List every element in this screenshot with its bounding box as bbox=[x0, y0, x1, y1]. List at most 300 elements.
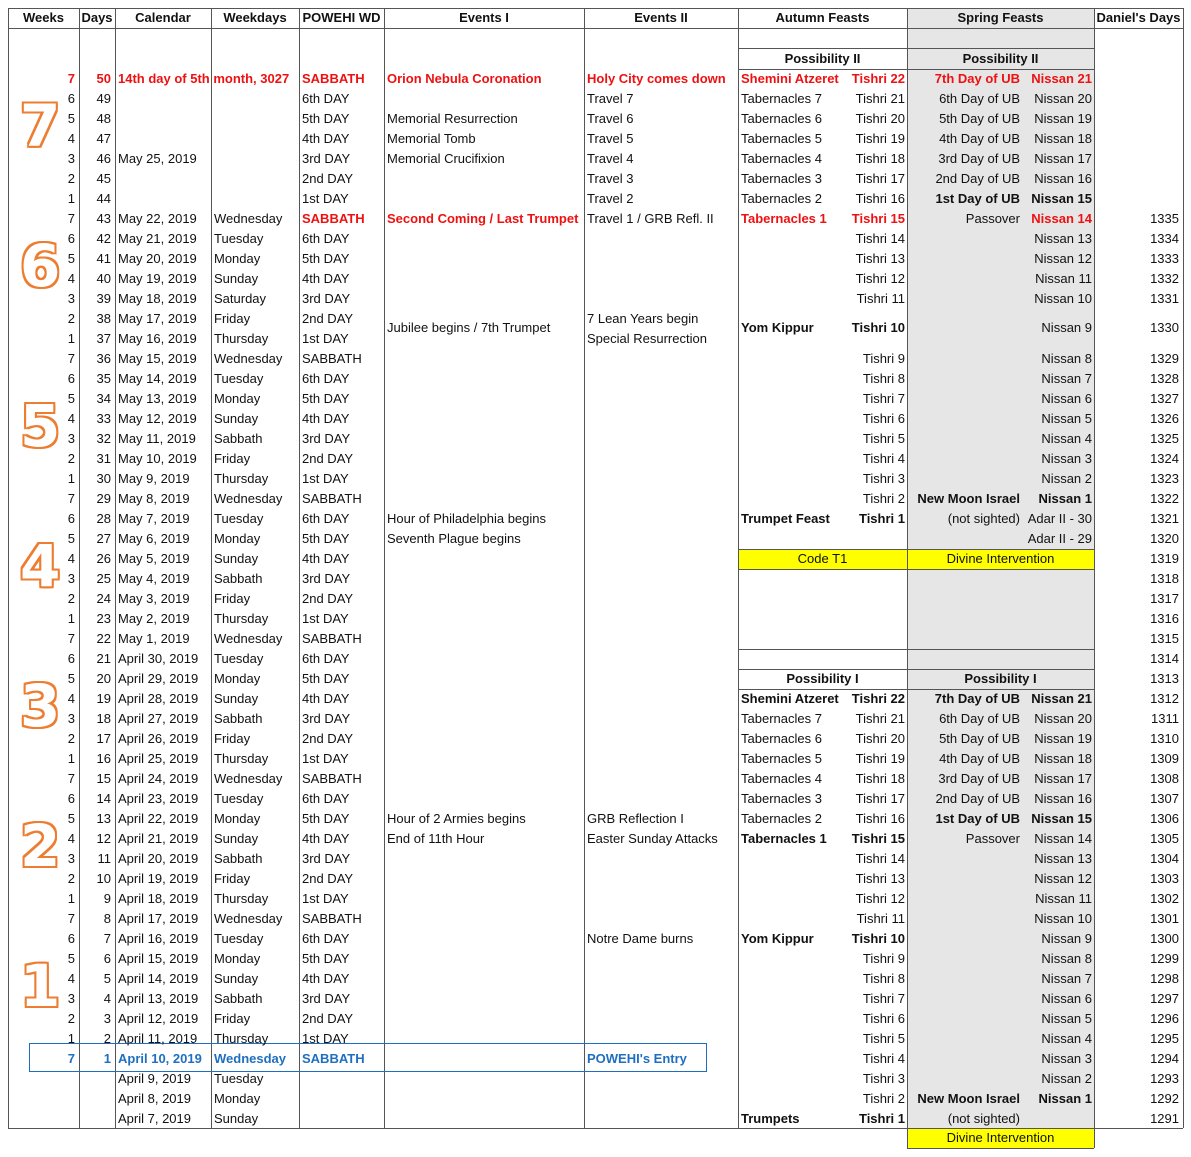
tishri-cell: Tishri 22 bbox=[851, 71, 905, 86]
week-number-7: 7 bbox=[20, 92, 61, 160]
day-cell: 4 bbox=[103, 991, 111, 1006]
daniels-day-cell: 1292 bbox=[1150, 1091, 1179, 1106]
powehi-wd-cell: 3rd DAY bbox=[302, 431, 351, 446]
week-cell: 7 bbox=[67, 911, 75, 926]
events-1-cell: Memorial Tomb bbox=[387, 131, 476, 146]
calendar-cell: April 24, 2019 bbox=[118, 771, 199, 786]
weekday-cell: Monday bbox=[214, 811, 261, 826]
tishri-10-2-cell: Tishri 10 bbox=[851, 320, 905, 335]
autumn-feast-cell: Tabernacles 6 bbox=[741, 731, 822, 746]
powehi-wd-cell: SABBATH bbox=[302, 1051, 365, 1066]
nissan-cell: Nissan 9 bbox=[1041, 931, 1092, 946]
day-cell: 24 bbox=[96, 591, 111, 606]
calendar-cell: April 26, 2019 bbox=[118, 731, 199, 746]
nissan-cell: Nissan 14 bbox=[1031, 211, 1092, 226]
week-cell: 3 bbox=[67, 991, 75, 1006]
powehi-wd-cell: 3rd DAY bbox=[302, 151, 351, 166]
calendar-cell: April 27, 2019 bbox=[118, 711, 199, 726]
tishri-cell: Tishri 4 bbox=[862, 1051, 905, 1066]
nissan-cell: Nissan 6 bbox=[1041, 991, 1092, 1006]
weekday-cell: Tuesday bbox=[214, 791, 264, 806]
powehi-wd-cell: 5th DAY bbox=[302, 671, 350, 686]
calendar-cell: April 8, 2019 bbox=[118, 1091, 191, 1106]
nissan-cell: Nissan 4 bbox=[1041, 1031, 1092, 1046]
calendar-cell: 14th day of 5th month, 3027 bbox=[118, 71, 290, 86]
day-cell: 9 bbox=[103, 891, 111, 906]
daniels-day-cell: 1311 bbox=[1151, 711, 1179, 726]
calendar-cell: May 13, 2019 bbox=[118, 391, 197, 406]
week-cell: 7 bbox=[67, 1051, 75, 1066]
weekday-cell: Sabbath bbox=[214, 711, 263, 726]
weekday-cell: Saturday bbox=[214, 291, 267, 306]
tishri-cell: Tishri 7 bbox=[862, 991, 905, 1006]
day-cell: 40 bbox=[96, 271, 111, 286]
day-cell: 26 bbox=[96, 551, 111, 566]
calendar-cell: May 16, 2019 bbox=[118, 331, 197, 346]
tishri-cell: Tishri 7 bbox=[862, 391, 905, 406]
weekday-cell: Thursday bbox=[214, 891, 269, 906]
weekday-cell: Tuesday bbox=[214, 651, 264, 666]
daniels-day-cell: 1329 bbox=[1150, 351, 1179, 366]
events-2-cell: Special Resurrection bbox=[587, 331, 707, 346]
daniels-day-cell: 1322 bbox=[1150, 491, 1179, 506]
week-cell: 5 bbox=[67, 951, 75, 966]
nissan-cell: Nissan 18 bbox=[1034, 751, 1092, 766]
daniels-day-cell: 1334 bbox=[1150, 231, 1179, 246]
tishri-cell: Tishri 19 bbox=[855, 751, 905, 766]
week-cell: 6 bbox=[67, 931, 75, 946]
week-cell: 4 bbox=[67, 691, 75, 706]
events-1-cell: Hour of Philadelphia begins bbox=[387, 511, 546, 526]
weekday-cell: Wednesday bbox=[214, 351, 283, 366]
powehi-wd-cell: 5th DAY bbox=[302, 391, 350, 406]
col-header-weeks: Weeks bbox=[23, 10, 64, 25]
nissan-cell: Nissan 1 bbox=[1038, 491, 1092, 506]
week-cell: 2 bbox=[67, 871, 75, 886]
weekday-cell: Sabbath bbox=[214, 851, 263, 866]
daniels-day-cell: 1333 bbox=[1150, 251, 1179, 266]
weekday-cell: Sabbath bbox=[214, 571, 263, 586]
daniels-day-cell: 1316 bbox=[1150, 611, 1179, 626]
tishri-cell: Tishri 1 bbox=[858, 511, 905, 526]
calendar-cell: May 7, 2019 bbox=[118, 511, 190, 526]
day-cell: 15 bbox=[96, 771, 111, 786]
nissan-cell: Nissan 15 bbox=[1031, 811, 1092, 826]
weekday-cell: Sunday bbox=[214, 971, 259, 986]
events-2-cell: Travel 3 bbox=[587, 171, 634, 186]
day-cell: 43 bbox=[96, 211, 111, 226]
calendar-cell: May 18, 2019 bbox=[118, 291, 197, 306]
tishri-cell: Tishri 22 bbox=[851, 691, 905, 706]
col-header-weekdays: Weekdays bbox=[223, 10, 287, 25]
autumn-feast-cell: Tabernacles 3 bbox=[741, 791, 822, 806]
weekday-cell: Friday bbox=[214, 451, 251, 466]
nissan-cell: Adar II - 30 bbox=[1027, 511, 1092, 526]
autumn-feast-cell: Tabernacles 1 bbox=[741, 211, 827, 226]
calendar-cell: May 22, 2019 bbox=[118, 211, 197, 226]
day-cell: 1 bbox=[103, 1051, 111, 1066]
week-cell: 3 bbox=[67, 571, 75, 586]
nissan-cell: Nissan 2 bbox=[1041, 1071, 1092, 1086]
calendar-cell: April 17, 2019 bbox=[118, 911, 199, 926]
calendar-cell: May 1, 2019 bbox=[118, 631, 190, 646]
spring-feast-cell: 2nd Day of UB bbox=[935, 791, 1020, 806]
spring-feast-cell: 1st Day of UB bbox=[935, 811, 1020, 826]
col-header-calendar: Calendar bbox=[135, 10, 191, 25]
powehi-wd-cell: SABBATH bbox=[302, 631, 362, 646]
daniels-day-cell: 1305 bbox=[1150, 831, 1179, 846]
day-cell: 48 bbox=[96, 111, 111, 126]
week-cell: 5 bbox=[67, 811, 75, 826]
day-cell: 31 bbox=[96, 451, 111, 466]
tishri-cell: Tishri 9 bbox=[862, 951, 905, 966]
possibility-2-autumn: Possibility II bbox=[784, 51, 861, 66]
calendar-cell: May 3, 2019 bbox=[118, 591, 190, 606]
powehi-wd-cell: 4th DAY bbox=[302, 271, 350, 286]
calendar-cell: April 13, 2019 bbox=[118, 991, 199, 1006]
week-cell: 1 bbox=[67, 191, 75, 206]
powehi-wd-cell: 5th DAY bbox=[302, 531, 350, 546]
day-cell: 16 bbox=[96, 751, 111, 766]
tishri-cell: Tishri 12 bbox=[855, 891, 905, 906]
col-header-powehi-wd: POWEHI WD bbox=[302, 10, 381, 25]
autumn-feast-cell: Yom Kippur bbox=[741, 931, 814, 946]
nissan-9-2-cell: Nissan 9 bbox=[1041, 320, 1092, 335]
tishri-cell: Tishri 5 bbox=[862, 1031, 905, 1046]
weekday-cell: Tuesday bbox=[214, 231, 264, 246]
powehi-wd-cell: 3rd DAY bbox=[302, 991, 351, 1006]
calendar-cell: April 7, 2019 bbox=[118, 1111, 191, 1126]
powehi-wd-cell: 4th DAY bbox=[302, 551, 350, 566]
tishri-cell: Tishri 8 bbox=[862, 971, 905, 986]
daniels-day-cell: 1331 bbox=[1150, 291, 1179, 306]
day-cell: 39 bbox=[96, 291, 111, 306]
nissan-cell: Nissan 5 bbox=[1041, 411, 1092, 426]
events-2-cell: POWEHI's Entry bbox=[587, 1051, 687, 1066]
calendar-cell: May 8, 2019 bbox=[118, 491, 190, 506]
week-number-3: 3 bbox=[20, 672, 61, 740]
daniels-day-cell: 1309 bbox=[1150, 751, 1179, 766]
week-cell: 2 bbox=[67, 171, 75, 186]
calendar-cell: May 9, 2019 bbox=[118, 471, 190, 486]
day-cell: 46 bbox=[96, 151, 111, 166]
autumn-feast-cell: Shemini Atzeret bbox=[741, 71, 839, 86]
powehi-wd-cell: 1st DAY bbox=[302, 891, 349, 906]
day-cell: 20 bbox=[96, 671, 111, 686]
day-cell: 49 bbox=[96, 91, 111, 106]
jubilee-cell: Jubilee begins / 7th Trumpet bbox=[387, 320, 551, 335]
powehi-wd-cell: SABBATH bbox=[302, 491, 362, 506]
possibility-1-spring: Possibility I bbox=[964, 671, 1037, 686]
daniels-day-cell: 1318 bbox=[1150, 571, 1179, 586]
calendar-cell: April 30, 2019 bbox=[118, 651, 199, 666]
week-cell: 7 bbox=[67, 631, 75, 646]
powehi-wd-cell: 5th DAY bbox=[302, 951, 350, 966]
nissan-cell: Nissan 13 bbox=[1034, 851, 1092, 866]
nissan-cell: Nissan 16 bbox=[1034, 791, 1092, 806]
powehi-wd-cell: 6th DAY bbox=[302, 371, 350, 386]
nissan-cell: Nissan 18 bbox=[1034, 131, 1092, 146]
nissan-cell: Nissan 13 bbox=[1034, 231, 1092, 246]
events-2-cell: GRB Reflection I bbox=[587, 811, 684, 826]
nissan-cell: Nissan 19 bbox=[1034, 111, 1092, 126]
tishri-cell: Tishri 17 bbox=[855, 791, 905, 806]
powehi-wd-cell: 5th DAY bbox=[302, 251, 350, 266]
weekday-cell: Wednesday bbox=[214, 631, 283, 646]
powehi-wd-cell: 6th DAY bbox=[302, 91, 350, 106]
tishri-cell: Tishri 11 bbox=[856, 291, 905, 306]
nissan-cell: Nissan 11 bbox=[1035, 271, 1092, 286]
tishri-cell: Tishri 18 bbox=[855, 771, 905, 786]
calendar-cell: April 16, 2019 bbox=[118, 931, 199, 946]
yom-kippur-2-cell: Yom Kippur bbox=[741, 320, 814, 335]
powehi-wd-cell: SABBATH bbox=[302, 771, 362, 786]
week-cell: 3 bbox=[67, 851, 75, 866]
week-cell: 5 bbox=[67, 391, 75, 406]
tishri-cell: Tishri 20 bbox=[855, 731, 905, 746]
calendar-cell: May 5, 2019 bbox=[118, 551, 190, 566]
divine-intervention-label: Divine Intervention bbox=[946, 551, 1055, 566]
day-cell: 50 bbox=[96, 71, 111, 86]
day-cell: 42 bbox=[96, 231, 111, 246]
daniels-day-cell: 1300 bbox=[1150, 931, 1179, 946]
tishri-cell: Tishri 10 bbox=[851, 931, 905, 946]
nissan-cell: Nissan 21 bbox=[1031, 71, 1092, 86]
nissan-cell: Adar II - 29 bbox=[1027, 531, 1092, 546]
week-number-5: 5 bbox=[20, 392, 61, 460]
spring-feast-cell: 1st Day of UB bbox=[935, 191, 1020, 206]
weekday-cell: Friday bbox=[214, 591, 251, 606]
daniels-day-cell: 1310 bbox=[1150, 731, 1179, 746]
day-cell: 3 bbox=[103, 1011, 111, 1026]
spring-feast-cell: 2nd Day of UB bbox=[935, 171, 1020, 186]
tishri-cell: Tishri 9 bbox=[862, 351, 905, 366]
calendar-cell: April 19, 2019 bbox=[118, 871, 199, 886]
daniels-day-cell: 1299 bbox=[1150, 951, 1179, 966]
events-2-cell: Travel 2 bbox=[587, 191, 634, 206]
spring-feast-cell: 3rd Day of UB bbox=[938, 771, 1020, 786]
daniels-day-cell: 1295 bbox=[1150, 1031, 1179, 1046]
week-cell: 1 bbox=[67, 471, 75, 486]
weekday-cell: Sabbath bbox=[214, 991, 263, 1006]
week-cell: 7 bbox=[67, 351, 75, 366]
powehi-wd-cell: 3rd DAY bbox=[302, 571, 351, 586]
events-2-cell: Easter Sunday Attacks bbox=[587, 831, 718, 846]
events-1-cell: End of 11th Hour bbox=[387, 831, 485, 846]
spring-feast-cell: 6th Day of UB bbox=[939, 711, 1020, 726]
events-1-cell: Hour of 2 Armies begins bbox=[387, 811, 526, 826]
week-cell: 3 bbox=[67, 711, 75, 726]
day-cell: 18 bbox=[96, 711, 111, 726]
calendar-cell: May 6, 2019 bbox=[118, 531, 190, 546]
daniels-day-cell: 1335 bbox=[1150, 211, 1179, 226]
weekday-cell: Thursday bbox=[214, 751, 269, 766]
week-cell: 4 bbox=[67, 551, 75, 566]
spring-feast-cell: 7th Day of UB bbox=[934, 691, 1020, 706]
daniels-day-cell: 1302 bbox=[1150, 891, 1179, 906]
weekday-cell: Monday bbox=[214, 671, 261, 686]
week-cell: 6 bbox=[67, 651, 75, 666]
autumn-feast-cell: Trumpets bbox=[741, 1111, 800, 1126]
powehi-wd-cell: 4th DAY bbox=[302, 131, 350, 146]
powehi-wd-cell: 1st DAY bbox=[302, 191, 349, 206]
weekday-cell: Sunday bbox=[214, 411, 259, 426]
week-cell: 3 bbox=[67, 431, 75, 446]
powehi-wd-cell: 4th DAY bbox=[302, 971, 350, 986]
weekday-cell: Thursday bbox=[214, 331, 269, 346]
autumn-feast-cell: Tabernacles 6 bbox=[741, 111, 822, 126]
week-cell: 6 bbox=[67, 231, 75, 246]
spring-feast-cell: 4th Day of UB bbox=[939, 131, 1020, 146]
week-cell: 6 bbox=[67, 791, 75, 806]
possibility-1-autumn: Possibility I bbox=[786, 671, 859, 686]
nissan-cell: Nissan 12 bbox=[1034, 251, 1092, 266]
calendar-cell: May 17, 2019 bbox=[118, 311, 197, 326]
autumn-feast-cell: Tabernacles 7 bbox=[741, 711, 822, 726]
possibility-2-spring: Possibility II bbox=[962, 51, 1039, 66]
powehi-wd-cell: 1st DAY bbox=[302, 751, 349, 766]
daniels-day-cell: 1332 bbox=[1150, 271, 1179, 286]
weekday-cell: Tuesday bbox=[214, 1071, 264, 1086]
autumn-feast-cell: Trumpet Feast bbox=[741, 511, 830, 526]
weekday-cell: Monday bbox=[214, 1091, 261, 1106]
day-cell: 22 bbox=[96, 631, 111, 646]
day-cell: 30 bbox=[96, 471, 111, 486]
daniels-day-cell: 1303 bbox=[1150, 871, 1179, 886]
nissan-cell: Nissan 1 bbox=[1038, 1091, 1092, 1106]
week-cell: 7 bbox=[67, 71, 75, 86]
week-cell: 1 bbox=[67, 751, 75, 766]
daniels-day-cell: 1304 bbox=[1150, 851, 1179, 866]
week-cell: 7 bbox=[67, 211, 75, 226]
weekday-cell: Tuesday bbox=[214, 371, 264, 386]
powehi-wd-cell: 5th DAY bbox=[302, 111, 350, 126]
col-header-spring-feasts: Spring Feasts bbox=[957, 10, 1044, 25]
weekday-cell: Friday bbox=[214, 871, 251, 886]
tishri-cell: Tishri 14 bbox=[855, 851, 905, 866]
day-cell: 21 bbox=[96, 651, 111, 666]
spring-feast-cell: 7th Day of UB bbox=[934, 71, 1020, 86]
tishri-cell: Tishri 6 bbox=[862, 1011, 905, 1026]
tishri-cell: Tishri 11 bbox=[856, 911, 905, 926]
day-cell: 5 bbox=[103, 971, 111, 986]
calendar-cell: April 10, 2019 bbox=[118, 1051, 202, 1066]
calendar-cell: May 2, 2019 bbox=[118, 611, 190, 626]
nissan-cell: Nissan 15 bbox=[1031, 191, 1092, 206]
week-cell: 2 bbox=[67, 451, 75, 466]
nissan-cell: Nissan 11 bbox=[1035, 891, 1092, 906]
tishri-cell: Tishri 19 bbox=[855, 131, 905, 146]
calendar-cell: April 11, 2019 bbox=[118, 1031, 198, 1046]
calendar-cell: April 22, 2019 bbox=[118, 811, 199, 826]
powehi-wd-cell: 3rd DAY bbox=[302, 851, 351, 866]
powehi-wd-cell: 3rd DAY bbox=[302, 291, 351, 306]
tishri-cell: Tishri 3 bbox=[862, 471, 905, 486]
events-2-cell: Travel 1 / GRB Refl. II bbox=[587, 211, 714, 226]
day-cell: 6 bbox=[103, 951, 111, 966]
autumn-feast-cell: Tabernacles 5 bbox=[741, 131, 822, 146]
powehi-wd-cell: 2nd DAY bbox=[302, 591, 354, 606]
spring-feast-cell: New Moon Israel bbox=[917, 491, 1020, 506]
day-cell: 11 bbox=[97, 851, 111, 866]
day-cell: 12 bbox=[96, 831, 111, 846]
daniels-day-cell: 1298 bbox=[1150, 971, 1179, 986]
autumn-feast-cell: Tabernacles 7 bbox=[741, 91, 822, 106]
col-header-events-ii: Events II bbox=[634, 10, 688, 25]
calendar-cell: May 14, 2019 bbox=[118, 371, 197, 386]
spring-feast-cell: 3rd Day of UB bbox=[938, 151, 1020, 166]
powehi-wd-cell: 4th DAY bbox=[302, 691, 350, 706]
daniels-day-cell: 1307 bbox=[1150, 791, 1179, 806]
week-cell: 5 bbox=[67, 531, 75, 546]
events-1-cell: Memorial Resurrection bbox=[387, 111, 518, 126]
daniels-day-cell: 1327 bbox=[1150, 391, 1179, 406]
tishri-cell: Tishri 3 bbox=[862, 1071, 905, 1086]
events-2-cell: Travel 5 bbox=[587, 131, 634, 146]
autumn-feast-cell: Tabernacles 1 bbox=[741, 831, 827, 846]
week-cell: 1 bbox=[67, 1031, 75, 1046]
week-number-4: 4 bbox=[20, 532, 61, 600]
calendar-cell: April 9, 2019 bbox=[118, 1071, 191, 1086]
daniels-day-cell: 1294 bbox=[1150, 1051, 1179, 1066]
daniels-day-cell: 1326 bbox=[1150, 411, 1179, 426]
nissan-cell: Nissan 12 bbox=[1034, 871, 1092, 886]
week-cell: 6 bbox=[67, 511, 75, 526]
calendar-cell: April 15, 2019 bbox=[118, 951, 199, 966]
day-cell: 44 bbox=[96, 191, 111, 206]
day-cell: 28 bbox=[96, 511, 111, 526]
day-cell: 34 bbox=[96, 391, 111, 406]
daniels-day-cell: 1306 bbox=[1150, 811, 1179, 826]
day-cell: 37 bbox=[96, 331, 111, 346]
events-2-cell: Notre Dame burns bbox=[587, 931, 694, 946]
nissan-cell: Nissan 20 bbox=[1034, 91, 1092, 106]
autumn-feast-cell: Tabernacles 2 bbox=[741, 191, 822, 206]
nissan-cell: Nissan 8 bbox=[1041, 951, 1092, 966]
tishri-cell: Tishri 21 bbox=[855, 711, 905, 726]
powehi-wd-cell: SABBATH bbox=[302, 211, 365, 226]
calendar-cell: April 29, 2019 bbox=[118, 671, 199, 686]
weekday-cell: Friday bbox=[214, 1011, 251, 1026]
spring-feast-cell: 5th Day of UB bbox=[939, 111, 1020, 126]
weekday-cell: Thursday bbox=[214, 471, 269, 486]
calendar-cell: May 21, 2019 bbox=[118, 231, 197, 246]
tishri-cell: Tishri 13 bbox=[855, 871, 905, 886]
week-cell: 5 bbox=[67, 251, 75, 266]
calendar-cell: April 25, 2019 bbox=[118, 751, 199, 766]
day-cell: 33 bbox=[96, 411, 111, 426]
powehi-wd-cell: 1st DAY bbox=[302, 611, 349, 626]
weekday-cell: Wednesday bbox=[214, 911, 283, 926]
spring-feast-cell: (not sighted) bbox=[947, 1111, 1020, 1126]
daniels-day-cell: 1291 bbox=[1150, 1111, 1179, 1126]
day-cell: 47 bbox=[96, 131, 111, 146]
powehi-wd-cell: SABBATH bbox=[302, 911, 362, 926]
week-cell: 2 bbox=[67, 1011, 75, 1026]
powehi-wd-cell: 1st DAY bbox=[302, 331, 349, 346]
day-cell: 2 bbox=[103, 1031, 111, 1046]
powehi-wd-cell: 2nd DAY bbox=[302, 731, 354, 746]
day-cell: 29 bbox=[96, 491, 111, 506]
calendar-cell: May 12, 2019 bbox=[118, 411, 197, 426]
col-header-days: Days bbox=[81, 10, 113, 25]
calendar-cell: April 20, 2019 bbox=[118, 851, 199, 866]
week-cell: 7 bbox=[67, 491, 75, 506]
events-1-cell: Orion Nebula Coronation bbox=[387, 71, 542, 86]
daniels-day-cell: 1320 bbox=[1150, 531, 1179, 546]
calendar-cell: May 15, 2019 bbox=[118, 351, 197, 366]
weekday-cell: Friday bbox=[214, 311, 251, 326]
